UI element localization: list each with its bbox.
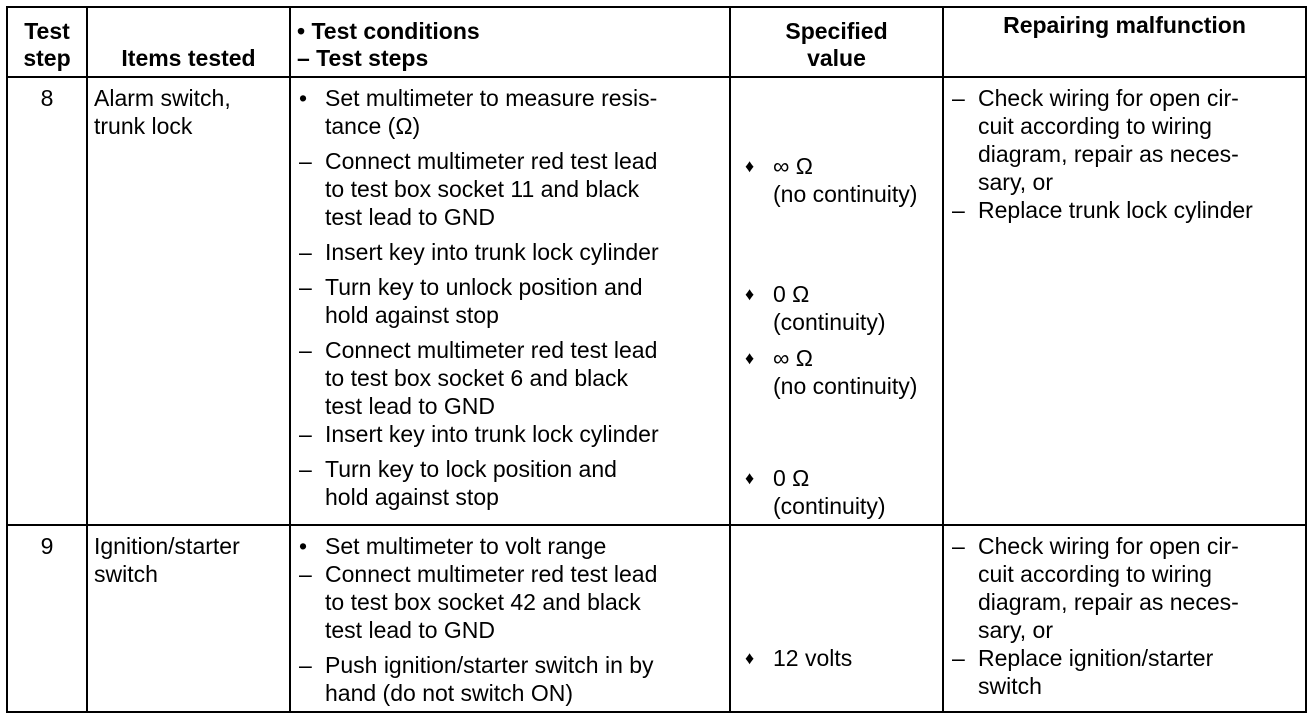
condition-item [295, 455, 725, 511]
repair-text: Replace trunk lock cylinder [978, 197, 1253, 223]
header-repairing-malfunction: Repairing malfunction [943, 7, 1306, 77]
header-test-step-line1: Test [24, 18, 70, 44]
header-conditions-line1: • Test conditions [297, 18, 480, 44]
header-test-step-line2: step [23, 45, 71, 71]
condition-text: tance (Ω) [325, 113, 421, 139]
dash-mark: – [299, 652, 312, 678]
repair-text: cuit according to wiring [978, 561, 1212, 587]
diamond-icon: ♦ [745, 468, 755, 488]
item-line: Ignition/starter [94, 533, 240, 559]
repair-text: sary, or [978, 617, 1053, 643]
value-text: ∞ Ω [773, 153, 813, 179]
step-number: 9 [7, 525, 87, 712]
repair-text: cuit according to wiring [978, 113, 1212, 139]
value-text: (continuity) [773, 493, 886, 519]
specified-value-cell [730, 525, 943, 712]
diamond-icon: ♦ [745, 348, 755, 368]
value-text: ∞ Ω [773, 345, 813, 371]
condition-text: Insert key into trunk lock cylinder [325, 239, 659, 265]
item-line: switch [94, 561, 158, 587]
condition-text: hand (do not switch ON) [325, 680, 574, 706]
condition-text: Insert key into trunk lock cylinder [325, 421, 659, 447]
condition-text: to test box socket 11 and black [325, 176, 640, 202]
header-test-conditions [290, 7, 730, 77]
dash-mark: – [299, 274, 312, 300]
condition-item [295, 651, 725, 707]
condition-item [295, 560, 725, 644]
header-test-step [7, 7, 87, 77]
item-line: Alarm switch, [94, 85, 231, 111]
dash-mark: – [952, 533, 965, 559]
dash-mark: – [299, 148, 312, 174]
dash-mark: – [299, 421, 312, 447]
dash-mark: – [952, 85, 965, 111]
condition-item [295, 273, 725, 329]
condition-text: Turn key to lock position and [325, 456, 617, 482]
repair-text: Replace ignition/starter [978, 645, 1214, 671]
diamond-icon: ♦ [745, 156, 755, 176]
value-item [741, 644, 938, 672]
value-item [741, 344, 938, 400]
condition-item [295, 84, 725, 140]
value-text: 0 Ω [773, 465, 810, 491]
value-text: (no continuity) [773, 373, 918, 399]
header-row [7, 7, 1306, 77]
bullet-mark: • [299, 85, 308, 111]
bullet-mark: • [299, 533, 308, 559]
repair-item [948, 196, 1301, 224]
dash-mark: – [299, 337, 312, 363]
condition-text: Connect multimeter red test lead [325, 561, 658, 587]
repair-cell [943, 77, 1306, 525]
repair-cell [943, 525, 1306, 712]
condition-text: Turn key to unlock position and [325, 274, 643, 300]
repair-item [948, 532, 1301, 644]
item-line: trunk lock [94, 113, 193, 139]
table-row-step-9 [7, 525, 1306, 712]
value-text: (continuity) [773, 309, 886, 335]
specified-value-cell [730, 77, 943, 525]
header-specified-line1: Specified [785, 18, 888, 44]
test-table [6, 6, 1307, 713]
condition-text: test lead to GND [325, 617, 496, 643]
conditions-cell [290, 525, 730, 712]
value-item [741, 280, 938, 336]
header-specified-value [730, 7, 943, 77]
items-tested-cell [87, 525, 290, 712]
diamond-icon: ♦ [745, 284, 755, 304]
repair-text: sary, or [978, 169, 1053, 195]
repair-item [948, 644, 1301, 700]
value-text: 12 volts [773, 645, 853, 671]
value-item [741, 152, 938, 208]
conditions-cell [290, 77, 730, 525]
condition-text: Connect multimeter red test lead [325, 337, 658, 363]
dash-mark: – [299, 561, 312, 587]
repair-text: Check wiring for open cir- [978, 85, 1239, 111]
items-tested-cell [87, 77, 290, 525]
condition-text: Set multimeter to measure resis- [325, 85, 658, 111]
condition-text: Push ignition/starter switch in by [325, 652, 654, 678]
repair-text: diagram, repair as neces- [978, 141, 1239, 167]
condition-text: Set multimeter to volt range [325, 533, 607, 559]
header-items-tested: Items tested [87, 7, 290, 77]
condition-item [295, 238, 725, 266]
value-text: 0 Ω [773, 281, 810, 307]
dash-mark: – [952, 197, 965, 223]
condition-text: to test box socket 42 and black [325, 589, 641, 615]
step-number: 8 [7, 77, 87, 525]
condition-item [295, 420, 725, 448]
value-item [741, 464, 938, 520]
repair-item [948, 84, 1301, 196]
condition-item [295, 147, 725, 231]
dash-mark: – [299, 456, 312, 482]
condition-text: test lead to GND [325, 204, 496, 230]
diamond-icon: ♦ [745, 648, 755, 668]
condition-item [295, 532, 725, 560]
condition-text: to test box socket 6 and black [325, 365, 629, 391]
header-specified-line2: value [807, 45, 866, 71]
condition-item [295, 336, 725, 420]
repair-text: diagram, repair as neces- [978, 589, 1239, 615]
repair-text: switch [978, 673, 1042, 699]
dash-mark: – [952, 645, 965, 671]
condition-text: hold against stop [325, 484, 499, 510]
repair-text: Check wiring for open cir- [978, 533, 1239, 559]
table-row-step-8 [7, 77, 1306, 525]
condition-text: hold against stop [325, 302, 499, 328]
dash-mark: – [299, 239, 312, 265]
value-text: (no continuity) [773, 181, 918, 207]
header-conditions-line2: – Test steps [297, 45, 429, 71]
condition-text: test lead to GND [325, 393, 496, 419]
condition-text: Connect multimeter red test lead [325, 148, 658, 174]
